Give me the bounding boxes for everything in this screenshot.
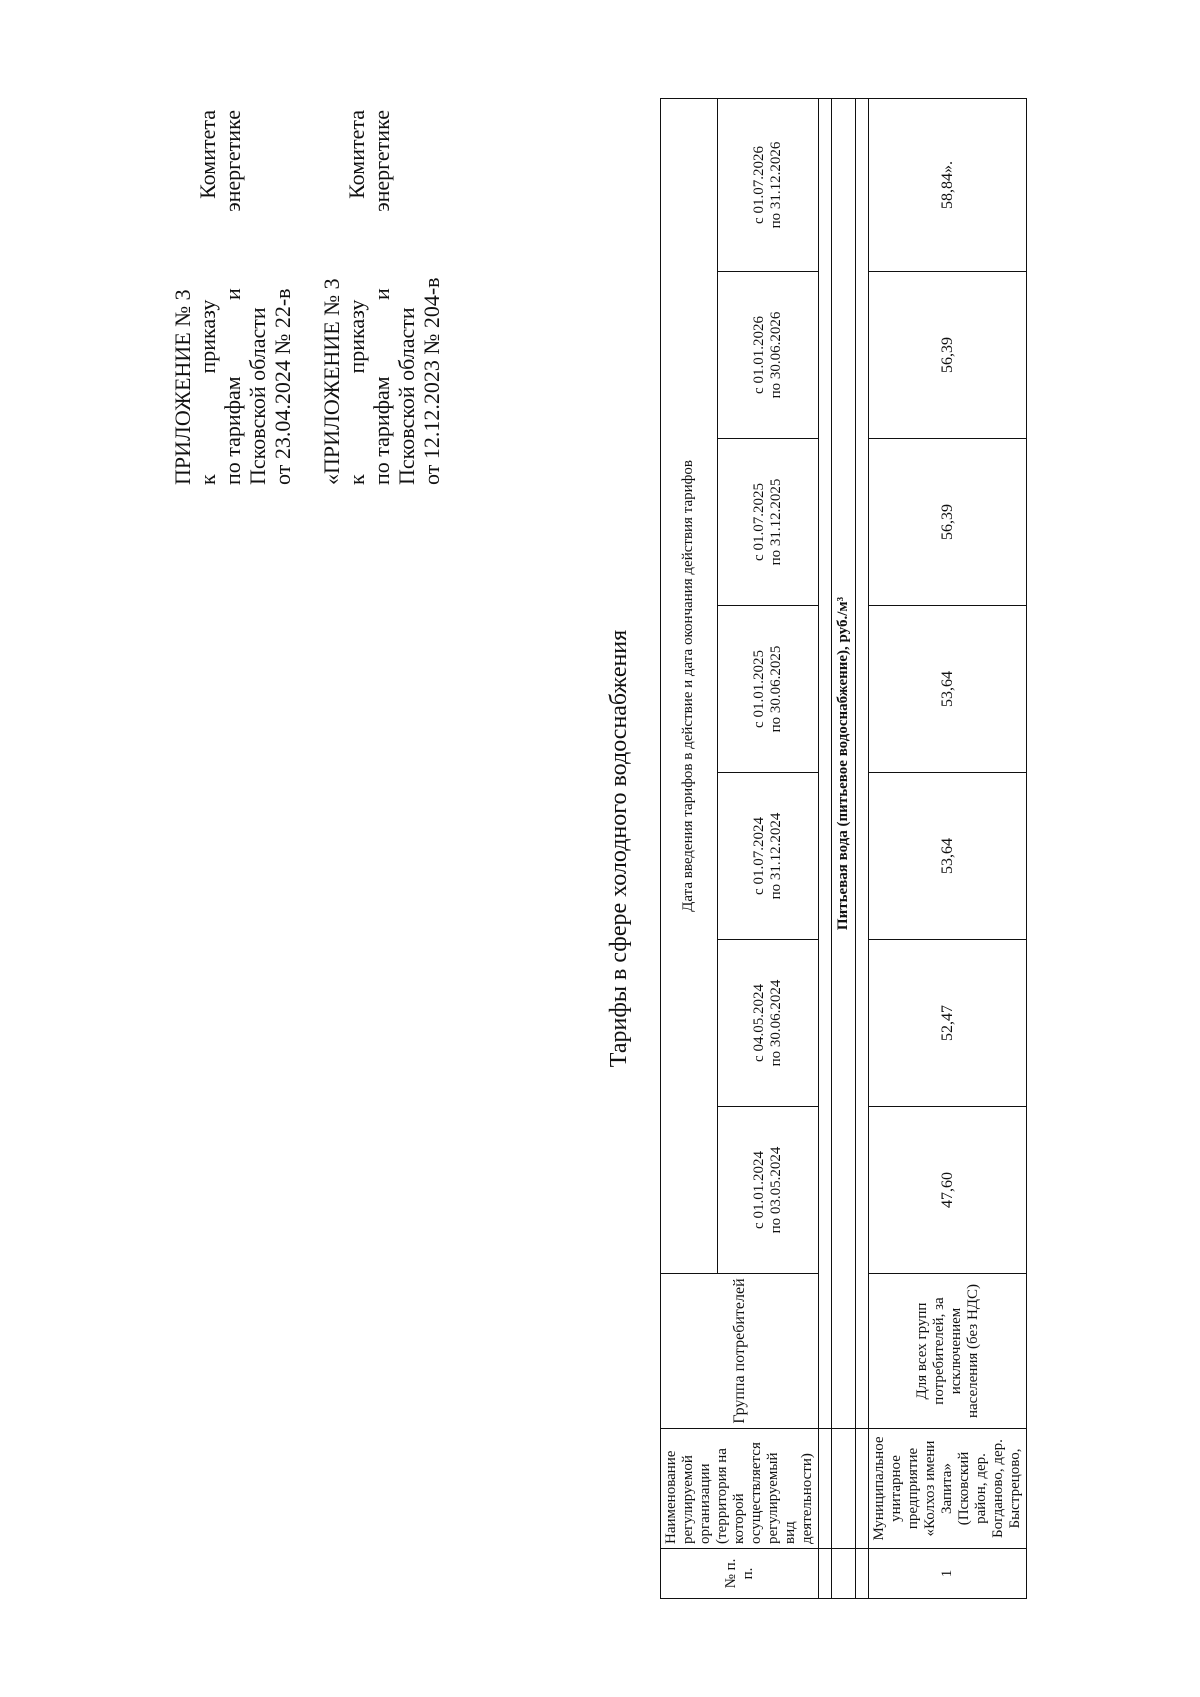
header-org: Наименование регулируемой организации (территория на которой осуществляется регулируемый вид деятельности) [661,1429,819,1549]
row-num: 1 [869,1549,1027,1599]
appendix-current-line3: по тарифам и энергетике [220,110,245,485]
header-period-4: с 01.01.2025 по 30.06.2025 [717,606,818,773]
header-group: Группа потребителей [661,1274,819,1429]
tariff-table [660,98,1027,1599]
header-dates: Дата введения тарифов в действие и дата окончания действия тарифов [661,98,718,1273]
appendix-current-line5: от 23.04.2024 № 22-в [270,288,295,485]
document-title: Тарифы в сфере холодного водоснабжения [606,629,632,1068]
header-num: № п. п. [661,1549,819,1599]
appendix-previous-line1: «ПРИЛОЖЕНИЕ № 3 [319,278,344,485]
row-value-2: 52,47 [869,940,1027,1107]
row-value-5: 56,39 [869,439,1027,606]
spacer-row-2 [856,98,869,1598]
header-period-2: с 04.05.2024 по 30.06.2024 [717,940,818,1107]
header-period-6: с 01.01.2026 по 30.06.2026 [717,272,818,439]
header-period-3: с 01.07.2024 по 31.12.2024 [717,773,818,940]
appendix-previous-line5: от 12.12.2023 № 204-в [419,277,444,485]
row-value-3: 53,64 [869,773,1027,940]
row-value-7: 58,84». [869,98,1027,271]
section-row [832,98,856,1598]
appendix-current-line1: ПРИЛОЖЕНИЕ № 3 [170,289,195,485]
appendix-previous-line2: к приказу Комитета [344,110,369,485]
appendix-previous-line4: Псковской области [394,307,419,485]
header-row-1 [661,98,718,1598]
row-org: Муниципальное унитарное предприятие «Колхоз имени Запита» (Псковский район, дер. Богданово, дер. Быстрецово, [869,1429,1027,1549]
row-value-6: 56,39 [869,272,1027,439]
appendix-previous-line3: по тарифам и энергетике [369,110,394,485]
section-header: Питьевая вода (питьевое водоснабжение), руб./м³ [832,98,856,1428]
table-row [869,98,1027,1598]
header-period-5: с 01.07.2025 по 31.12.2025 [717,439,818,606]
row-value-1: 47,60 [869,1107,1027,1274]
appendix-stamps [170,110,468,485]
appendix-previous [319,110,444,485]
appendix-current [170,110,295,485]
row-value-4: 53,64 [869,606,1027,773]
row-group: Для всех групп потребителей, за исключением населения (без НДС) [869,1274,1027,1429]
appendix-current-line4: Псковской области [245,307,270,485]
spacer-row [819,98,832,1598]
appendix-current-line2: к приказу Комитета [195,110,220,485]
header-period-1: с 01.01.2024 по 03.05.2024 [717,1107,818,1274]
header-period-7: с 01.07.2026 по 31.12.2026 [717,98,818,271]
